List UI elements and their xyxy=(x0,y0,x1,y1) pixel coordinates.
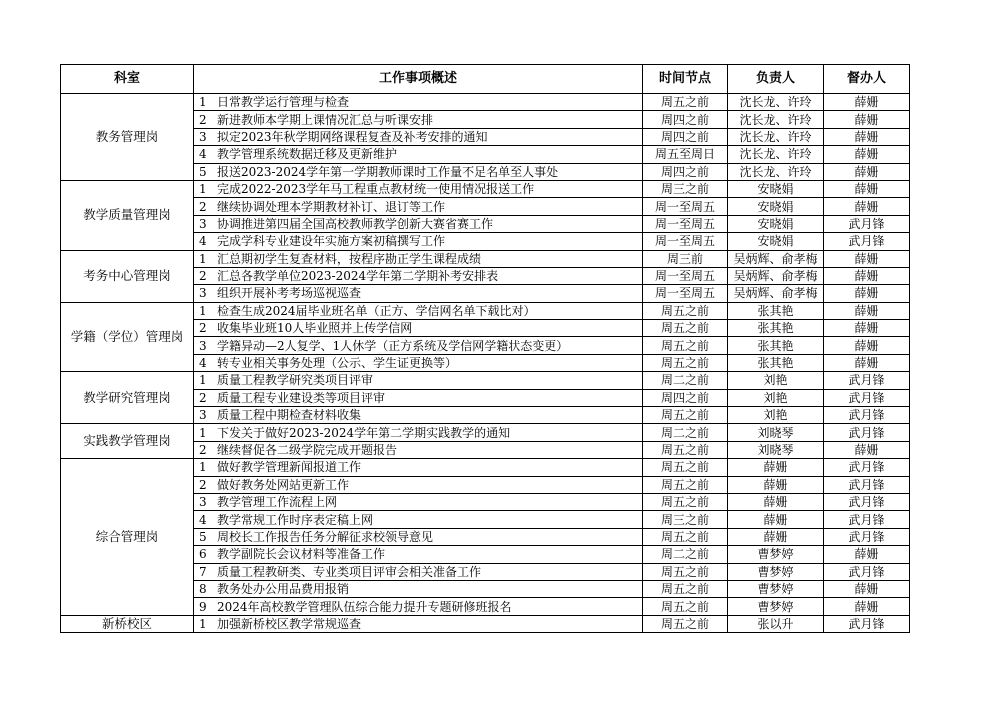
task-cell xyxy=(194,111,643,128)
task-cell xyxy=(194,424,643,441)
owner-cell: 吴炳辉、俞孝梅 xyxy=(728,250,824,267)
supervisor-cell: 武月锋 xyxy=(824,563,910,580)
table-row xyxy=(61,372,910,389)
supervisor-cell: 薛姗 xyxy=(824,146,910,163)
task-text: 学籍异动—2人复学、1人休学（正方系统及学信网学籍状态变更） xyxy=(217,338,569,353)
task-number: 2 xyxy=(199,112,207,127)
task-text: 完成2022-2023学年马工程重点教材统一使用情况报送工作 xyxy=(217,182,535,197)
table-row xyxy=(61,94,910,111)
task-number: 1 xyxy=(199,425,207,440)
owner-cell: 张其艳 xyxy=(728,354,824,371)
work-schedule-table xyxy=(60,64,910,633)
task-cell xyxy=(194,493,643,510)
table-row xyxy=(61,615,910,632)
time-cell: 周四之前 xyxy=(643,389,728,406)
supervisor-cell: 薛姗 xyxy=(824,111,910,128)
supervisor-cell: 薛姗 xyxy=(824,441,910,458)
task-text: 质量工程专业建设类等项目评审 xyxy=(217,390,386,405)
task-text: 报送2023-2024学年第一学期教师课时工作量不足名单至人事处 xyxy=(217,164,559,179)
time-cell: 周一至周五 xyxy=(643,215,728,232)
time-cell: 周五之前 xyxy=(643,320,728,337)
owner-cell: 吴炳辉、俞孝梅 xyxy=(728,285,824,302)
dept-cell: 教学质量管理岗 xyxy=(61,180,194,250)
owner-cell: 薛姗 xyxy=(728,511,824,528)
time-cell: 周五之前 xyxy=(643,302,728,319)
owner-cell: 安晓娟 xyxy=(728,180,824,197)
dept-cell: 教学研究管理岗 xyxy=(61,372,194,424)
task-number: 3 xyxy=(199,129,207,144)
task-text: 周校长工作报告任务分解征求校领导意见 xyxy=(217,529,434,544)
task-text: 加强新桥校区教学常规巡查 xyxy=(217,616,362,631)
task-cell xyxy=(194,476,643,493)
task-cell xyxy=(194,267,643,284)
dept-cell: 实践教学管理岗 xyxy=(61,424,194,459)
task-cell xyxy=(194,94,643,111)
supervisor-cell: 武月锋 xyxy=(824,511,910,528)
time-cell: 周五之前 xyxy=(643,580,728,597)
task-text: 拟定2023年秋学期网络课程复查及补考安排的通知 xyxy=(217,129,488,144)
owner-cell: 刘晓琴 xyxy=(728,424,824,441)
time-cell: 周五之前 xyxy=(643,459,728,476)
owner-cell: 沈长龙、许玲 xyxy=(728,94,824,111)
supervisor-cell: 薛姗 xyxy=(824,320,910,337)
supervisor-cell: 薛姗 xyxy=(824,598,910,615)
task-cell xyxy=(194,163,643,180)
time-cell: 周五之前 xyxy=(643,476,728,493)
supervisor-cell: 薛姗 xyxy=(824,163,910,180)
time-cell: 周五之前 xyxy=(643,598,728,615)
task-cell xyxy=(194,372,643,389)
supervisor-cell: 薛姗 xyxy=(824,180,910,197)
task-text: 教学常规工作时序表定稿上网 xyxy=(217,512,374,527)
task-number: 2 xyxy=(199,390,207,405)
task-text: 汇总各教学单位2023-2024学年第二学期补考安排表 xyxy=(217,269,499,284)
owner-cell: 曹梦婷 xyxy=(728,580,824,597)
task-text: 新进教师本学期上课情况汇总与听课安排 xyxy=(217,112,434,127)
task-cell xyxy=(194,546,643,563)
task-text: 2024年高校教学管理队伍综合能力提升专题研修班报名 xyxy=(217,599,512,614)
supervisor-cell: 薛姗 xyxy=(824,267,910,284)
header-task: 工作事项概述 xyxy=(194,65,643,94)
owner-cell: 刘艳 xyxy=(728,389,824,406)
time-cell: 周二之前 xyxy=(643,424,728,441)
task-text: 完成学科专业建设年实施方案初稿撰写工作 xyxy=(217,234,446,249)
task-cell xyxy=(194,563,643,580)
task-number: 3 xyxy=(199,286,207,301)
time-cell: 周二之前 xyxy=(643,546,728,563)
task-number: 1 xyxy=(199,251,207,266)
task-cell xyxy=(194,302,643,319)
table-body xyxy=(61,94,910,633)
task-text: 汇总期初学生复查材料，按程序勘正学生课程成绩 xyxy=(217,251,482,266)
supervisor-cell: 薛姗 xyxy=(824,94,910,111)
time-cell: 周一至周五 xyxy=(643,233,728,250)
owner-cell: 沈长龙、许玲 xyxy=(728,128,824,145)
task-number: 4 xyxy=(199,234,207,249)
owner-cell: 沈长龙、许玲 xyxy=(728,146,824,163)
supervisor-cell: 武月锋 xyxy=(824,476,910,493)
task-cell xyxy=(194,598,643,615)
task-text: 做好教学管理新闻报道工作 xyxy=(217,460,362,475)
task-number: 3 xyxy=(199,495,207,510)
owner-cell: 刘艳 xyxy=(728,407,824,424)
time-cell: 周一至周五 xyxy=(643,198,728,215)
task-number: 2 xyxy=(199,477,207,492)
owner-cell: 安晓娟 xyxy=(728,215,824,232)
supervisor-cell: 薛姗 xyxy=(824,128,910,145)
task-text: 质量工程中期检查材料收集 xyxy=(217,408,362,423)
time-cell: 周五之前 xyxy=(643,563,728,580)
task-text: 检查生成2024届毕业班名单（正方、学信网名单下载比对） xyxy=(217,303,536,318)
task-text: 质量工程教学研究类项目评审 xyxy=(217,373,374,388)
task-number: 1 xyxy=(199,182,207,197)
table-row xyxy=(61,180,910,197)
supervisor-cell: 薛姗 xyxy=(824,250,910,267)
task-cell xyxy=(194,459,643,476)
owner-cell: 安晓娟 xyxy=(728,233,824,250)
task-number: 4 xyxy=(199,356,207,371)
task-cell xyxy=(194,146,643,163)
dept-cell: 新桥校区 xyxy=(61,615,194,632)
time-cell: 周二之前 xyxy=(643,372,728,389)
table-header-row xyxy=(61,65,910,94)
task-text: 教学副院长会议材料等准备工作 xyxy=(217,547,386,562)
task-text: 收集毕业班10人毕业照并上传学信网 xyxy=(217,321,413,336)
task-text: 下发关于做好2023-2024学年第二学期实践教学的通知 xyxy=(217,425,511,440)
task-cell xyxy=(194,389,643,406)
owner-cell: 薛姗 xyxy=(728,493,824,510)
task-number: 2 xyxy=(199,443,207,457)
supervisor-cell: 武月锋 xyxy=(824,389,910,406)
task-number: 2 xyxy=(199,199,207,214)
supervisor-cell: 薛姗 xyxy=(824,546,910,563)
supervisor-cell: 武月锋 xyxy=(824,372,910,389)
supervisor-cell: 武月锋 xyxy=(824,407,910,424)
time-cell: 周四之前 xyxy=(643,111,728,128)
task-number: 1 xyxy=(199,460,207,475)
task-number: 6 xyxy=(199,547,207,562)
task-number: 1 xyxy=(199,303,207,318)
task-number: 7 xyxy=(199,564,207,579)
task-cell xyxy=(194,285,643,302)
supervisor-cell: 武月锋 xyxy=(824,615,910,632)
time-cell: 周四之前 xyxy=(643,163,728,180)
owner-cell: 薛姗 xyxy=(728,459,824,476)
task-number: 1 xyxy=(199,616,207,631)
header-supervisor: 督办人 xyxy=(824,65,910,94)
owner-cell: 张以升 xyxy=(728,615,824,632)
task-cell xyxy=(194,354,643,371)
table-row xyxy=(61,424,910,441)
time-cell: 周四之前 xyxy=(643,128,728,145)
task-text: 继续协调处理本学期教材补订、退订等工作 xyxy=(217,199,446,214)
owner-cell: 曹梦婷 xyxy=(728,598,824,615)
supervisor-cell: 武月锋 xyxy=(824,459,910,476)
owner-cell: 曹梦婷 xyxy=(728,563,824,580)
task-number: 2 xyxy=(199,321,207,336)
task-cell xyxy=(194,580,643,597)
task-number: 3 xyxy=(199,408,207,423)
task-text: 教学管理工作流程上网 xyxy=(217,495,338,510)
task-number: 4 xyxy=(199,512,207,527)
owner-cell: 安晓娟 xyxy=(728,198,824,215)
task-number: 2 xyxy=(199,269,207,284)
supervisor-cell: 武月锋 xyxy=(824,528,910,545)
task-cell xyxy=(194,180,643,197)
owner-cell: 曹梦婷 xyxy=(728,546,824,563)
time-cell: 周五之前 xyxy=(643,337,728,354)
task-number: 3 xyxy=(199,338,207,353)
task-cell xyxy=(194,233,643,250)
task-text: 质量工程教研类、专业类项目评审会相关准备工作 xyxy=(217,564,482,579)
time-cell: 周三前 xyxy=(643,250,728,267)
task-text: 教务处办公用品费用报销 xyxy=(217,582,350,597)
supervisor-cell: 薛姗 xyxy=(824,302,910,319)
time-cell: 周五之前 xyxy=(643,441,728,458)
task-number: 3 xyxy=(199,216,207,231)
task-cell xyxy=(194,320,643,337)
supervisor-cell: 薛姗 xyxy=(824,285,910,302)
time-cell: 周五之前 xyxy=(643,493,728,510)
task-text: 组织开展补考考场巡视巡查 xyxy=(217,286,362,301)
dept-cell: 学籍（学位）管理岗 xyxy=(61,302,194,372)
task-cell xyxy=(194,198,643,215)
supervisor-cell: 薛姗 xyxy=(824,354,910,371)
task-number: 4 xyxy=(199,147,207,162)
task-number: 5 xyxy=(199,529,207,544)
owner-cell: 沈长龙、许玲 xyxy=(728,163,824,180)
supervisor-cell: 武月锋 xyxy=(824,424,910,441)
time-cell: 周一至周五 xyxy=(643,267,728,284)
header-dept: 科室 xyxy=(61,65,194,94)
table-row xyxy=(61,459,910,476)
time-cell: 周一至周五 xyxy=(643,285,728,302)
time-cell: 周五之前 xyxy=(643,94,728,111)
dept-cell: 综合管理岗 xyxy=(61,459,194,616)
time-cell: 周五之前 xyxy=(643,528,728,545)
time-cell: 周三之前 xyxy=(643,180,728,197)
task-number: 9 xyxy=(199,599,207,614)
owner-cell: 刘艳 xyxy=(728,372,824,389)
owner-cell: 张其艳 xyxy=(728,337,824,354)
task-number: 5 xyxy=(199,164,207,179)
supervisor-cell: 薛姗 xyxy=(824,198,910,215)
task-text: 做好教务处网站更新工作 xyxy=(217,477,350,492)
time-cell: 周三之前 xyxy=(643,511,728,528)
task-cell xyxy=(194,407,643,424)
time-cell: 周五至周日 xyxy=(643,146,728,163)
owner-cell: 吴炳辉、俞孝梅 xyxy=(728,267,824,284)
supervisor-cell: 武月锋 xyxy=(824,215,910,232)
task-cell xyxy=(194,511,643,528)
owner-cell: 张其艳 xyxy=(728,302,824,319)
owner-cell: 张其艳 xyxy=(728,320,824,337)
task-cell xyxy=(194,250,643,267)
owner-cell: 沈长龙、许玲 xyxy=(728,111,824,128)
supervisor-cell: 武月锋 xyxy=(824,493,910,510)
owner-cell: 刘晓琴 xyxy=(728,441,824,458)
task-cell xyxy=(194,441,643,458)
task-cell xyxy=(194,615,643,632)
task-text: 日常教学运行管理与检查 xyxy=(217,95,350,110)
table-row xyxy=(61,302,910,319)
owner-cell: 薛姗 xyxy=(728,476,824,493)
header-owner: 负责人 xyxy=(728,65,824,94)
table-row xyxy=(61,250,910,267)
task-cell xyxy=(194,337,643,354)
time-cell: 周五之前 xyxy=(643,407,728,424)
task-text: 继续督促各二级学院完成开题报告 xyxy=(217,443,398,457)
task-number: 1 xyxy=(199,373,207,388)
task-cell xyxy=(194,128,643,145)
task-number: 8 xyxy=(199,582,207,597)
task-cell xyxy=(194,215,643,232)
dept-cell: 教务管理岗 xyxy=(61,94,194,181)
owner-cell: 薛姗 xyxy=(728,528,824,545)
task-text: 转专业相关事务处理（公示、学生证更换等） xyxy=(217,356,458,371)
task-text: 协调推进第四届全国高校教师教学创新大赛省赛工作 xyxy=(217,216,494,231)
header-time: 时间节点 xyxy=(643,65,728,94)
time-cell: 周五之前 xyxy=(643,354,728,371)
dept-cell: 考务中心管理岗 xyxy=(61,250,194,302)
time-cell: 周五之前 xyxy=(643,615,728,632)
task-number: 1 xyxy=(199,95,207,110)
supervisor-cell: 薛姗 xyxy=(824,580,910,597)
supervisor-cell: 薛姗 xyxy=(824,337,910,354)
task-cell xyxy=(194,528,643,545)
task-text: 教学管理系统数据迁移及更新维护 xyxy=(217,147,398,162)
supervisor-cell: 武月锋 xyxy=(824,233,910,250)
